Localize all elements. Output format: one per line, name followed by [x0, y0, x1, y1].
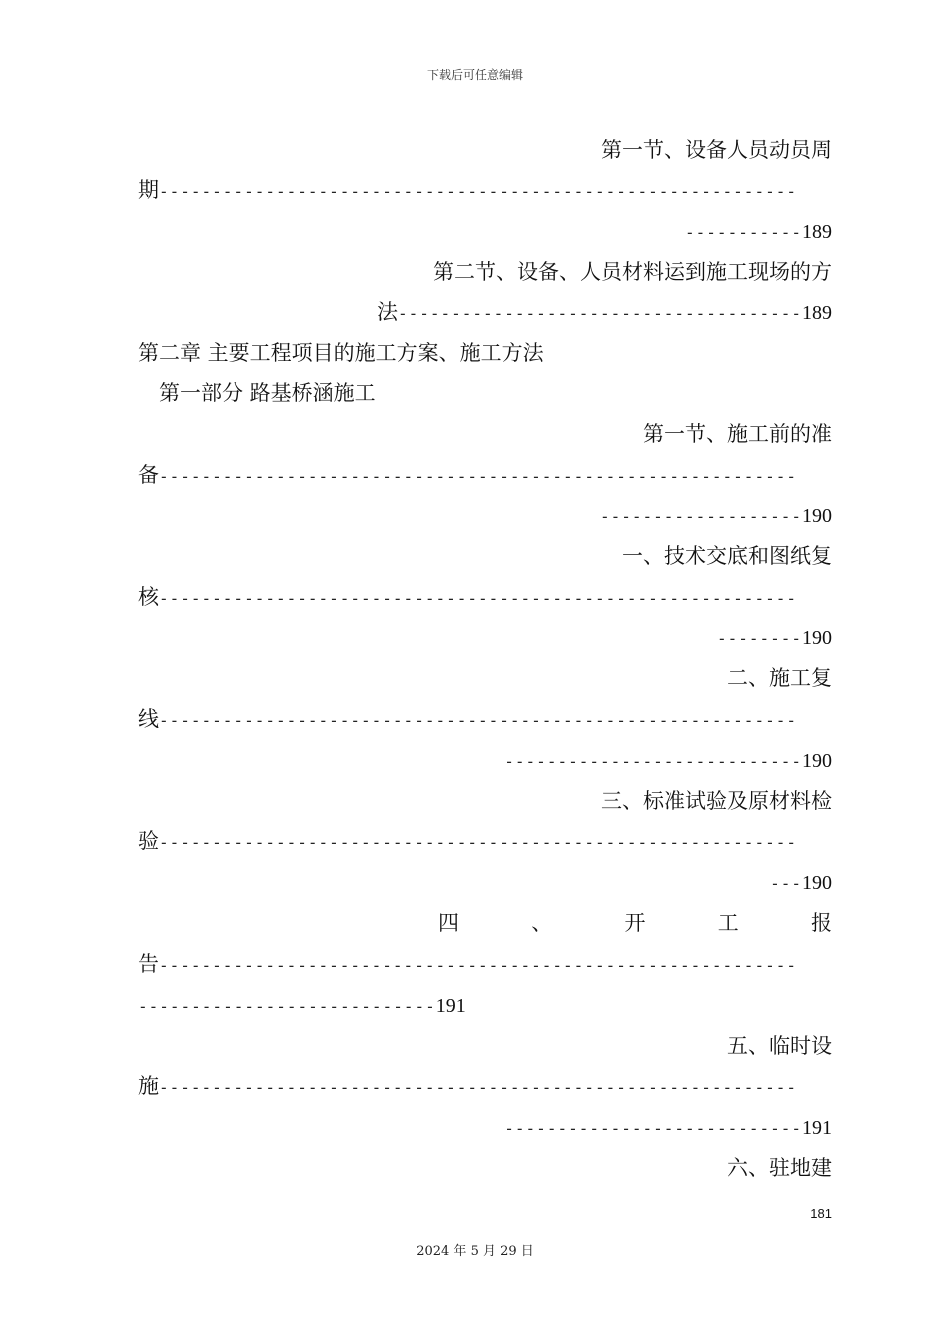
title-char: 报: [811, 911, 832, 935]
toc-entry-page-line: [138, 990, 832, 1020]
toc-page-number: 189: [802, 221, 832, 243]
toc-page-number: 189: [802, 302, 832, 324]
toc-entry-page-line: [138, 745, 832, 775]
leader-dashes: --------------------------------------: [397, 304, 802, 323]
toc-entry-page-line: [138, 1112, 832, 1142]
toc-entry-title: 六、驻地建: [727, 1156, 832, 1180]
toc-entry-cont-char: 核: [138, 585, 159, 609]
toc-entry-cont-char: 法: [376, 300, 398, 324]
leader-dashes: ----------------------------: [138, 997, 436, 1016]
leader-dashes: ------------------------------------------------------------: [159, 589, 797, 608]
leader-dashes: ------------------------------------------------------------: [159, 833, 797, 852]
leader-dashes: ------------------------------------------------------------: [159, 182, 797, 201]
toc-entry-continuation: [138, 826, 832, 856]
toc-page-number: 190: [802, 872, 832, 894]
title-char: 工: [717, 911, 739, 935]
toc-entry-title: 第二节、设备、人员材料运到施工现场的方: [433, 260, 832, 284]
page-number: 181: [810, 1206, 832, 1221]
toc-entry-title: 第一节、施工前的准: [643, 422, 832, 446]
toc-entry-continuation: [138, 949, 832, 979]
title-char: 开: [624, 911, 646, 935]
leader-dashes: ----------------------------: [504, 752, 802, 771]
toc-entry-continuation: [138, 704, 832, 734]
leader-dashes: ------------------------------------------------------------: [159, 711, 797, 730]
leader-dashes: ------------------------------------------------------------: [159, 467, 797, 486]
toc-entry-cont-char: 告: [138, 952, 159, 976]
toc-page-number: 191: [435, 995, 466, 1017]
toc-entry-continuation: [138, 460, 832, 490]
toc-page-number: 191: [802, 1117, 832, 1139]
toc-page-number: 190: [802, 750, 832, 772]
title-char: 、: [531, 911, 553, 935]
toc-entry-title: 二、施工复: [727, 666, 832, 690]
toc-entry-page-line: [138, 500, 832, 530]
toc-entry-page-line: [138, 867, 832, 897]
toc-entry-page-line: [138, 216, 832, 246]
toc-entry-cont-char: 验: [138, 829, 159, 853]
toc-page-number: 190: [802, 627, 832, 649]
toc-entry-title: 三、标准试验及原材料检: [601, 789, 832, 813]
title-char: 四: [438, 911, 459, 935]
toc-entry-continuation: [138, 175, 832, 205]
leader-dashes: -------------------: [599, 507, 802, 526]
toc-entry-cont-char: 期: [138, 178, 159, 202]
leader-dashes: ---: [770, 874, 802, 893]
toc-entry-continuation: [138, 582, 832, 612]
toc-entry-continuation: [138, 1071, 832, 1101]
toc-entry-page-line: [138, 297, 832, 327]
leader-dashes: ------------------------------------------------------------: [159, 1078, 797, 1097]
toc-entry-title: 一、技术交底和图纸复: [622, 544, 832, 568]
leader-dashes: --------: [716, 629, 802, 648]
toc-entry-page-line: [138, 622, 832, 652]
toc-entry-cont-char: 线: [138, 707, 159, 731]
toc-entry-cont-char: 施: [138, 1074, 159, 1098]
part-heading: 第一部分 路基桥涵施工: [159, 381, 376, 405]
toc-entry-title-justified: [138, 908, 832, 938]
leader-dashes: ----------------------------: [504, 1119, 802, 1138]
leader-dashes: ------------------------------------------------------------: [159, 956, 797, 975]
toc-entry-cont-char: 备: [138, 463, 159, 487]
leader-dashes: -----------: [685, 223, 802, 242]
toc-page-number: 190: [802, 505, 832, 527]
toc-entry-title: 五、临时设: [727, 1034, 832, 1058]
chapter-heading: 第二章 主要工程项目的施工方案、施工方法: [138, 341, 544, 365]
page-footer-date: 2024 年 5 月 29 日: [416, 1244, 534, 1259]
toc-entry-title: 第一节、设备人员动员周: [601, 138, 832, 162]
page-header: 下载后可任意编辑: [426, 68, 523, 82]
